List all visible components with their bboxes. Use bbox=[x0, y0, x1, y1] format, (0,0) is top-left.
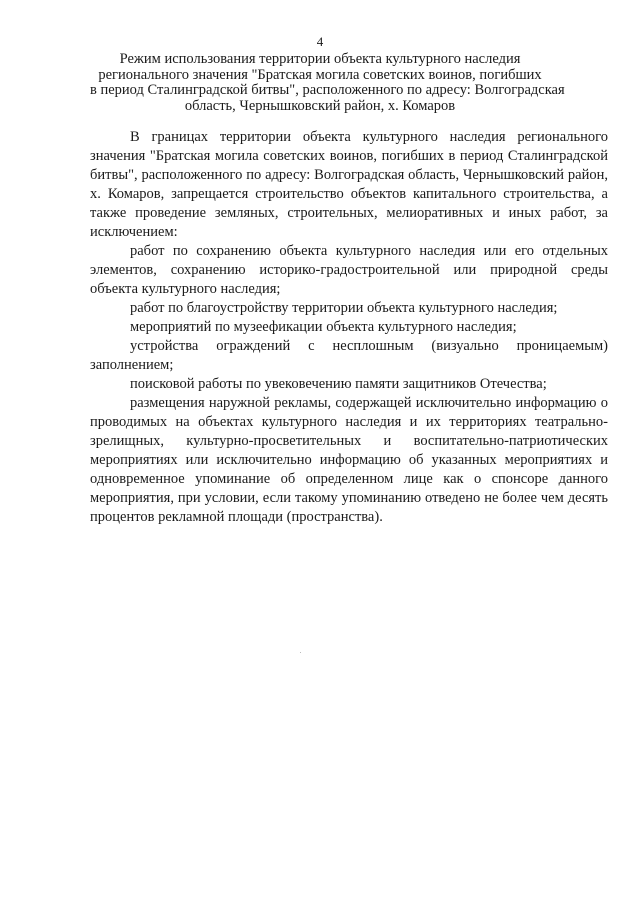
exception-item: работ по сохранению объекта культурного наследия или его отдельных элементов, сохранению историко-градостроительной или природной среды объекта культурного наследия; bbox=[90, 243, 608, 297]
exception-item: работ по благоустройству территории объекта культурного наследия; bbox=[130, 300, 558, 316]
page-number: 4 bbox=[316, 34, 324, 49]
document-body bbox=[90, 128, 608, 527]
exception-item: мероприятий по музеефикации объекта культурного наследия; bbox=[130, 319, 517, 335]
exception-item: поисковой работы по увековечению памяти защитников Отечества; bbox=[130, 376, 547, 392]
exception-item: размещения наружной рекламы, содержащей исключительно информацию о проводимых на объектах культурного наследия и их территориях театрально-зрелищных, культурно-просветительных и воспитательно-патриотических мероприятиях или исключительно информацию об указанных мероприятиях и одновременное упоминание об определенном лице как о спонсоре данного мероприятия, при условии, если такому упоминанию отведено не более чем десять процентов рекламной площади (пространства). bbox=[90, 395, 608, 525]
title-line: регионального значения "Братская могила советских воинов, погибших bbox=[98, 66, 542, 83]
title-line: в период Сталинградской битвы", расположенного по адресу: Волгоградская bbox=[90, 82, 565, 98]
document-title bbox=[90, 51, 565, 114]
title-line: Режим использования территории объекта культурного наследия bbox=[119, 51, 521, 67]
scan-speck bbox=[300, 652, 301, 653]
intro-paragraph: В границах территории объекта культурного наследия регионального значения "Братская могила советских воинов, погибших в период Сталинградской битвы", расположенного по адресу: Волгоградская область, Чернышковский район, х. Комаров, запрещается строительство объектов капитального строительства, а также проведение земляных, строительных, мелиоративных и иных работ, за исключением: bbox=[90, 129, 608, 240]
title-line: область, Чернышковский район, х. Комаров bbox=[184, 97, 456, 114]
exception-item: устройства ограждений с несплошным (визуально проницаемым) заполнением; bbox=[90, 338, 608, 373]
